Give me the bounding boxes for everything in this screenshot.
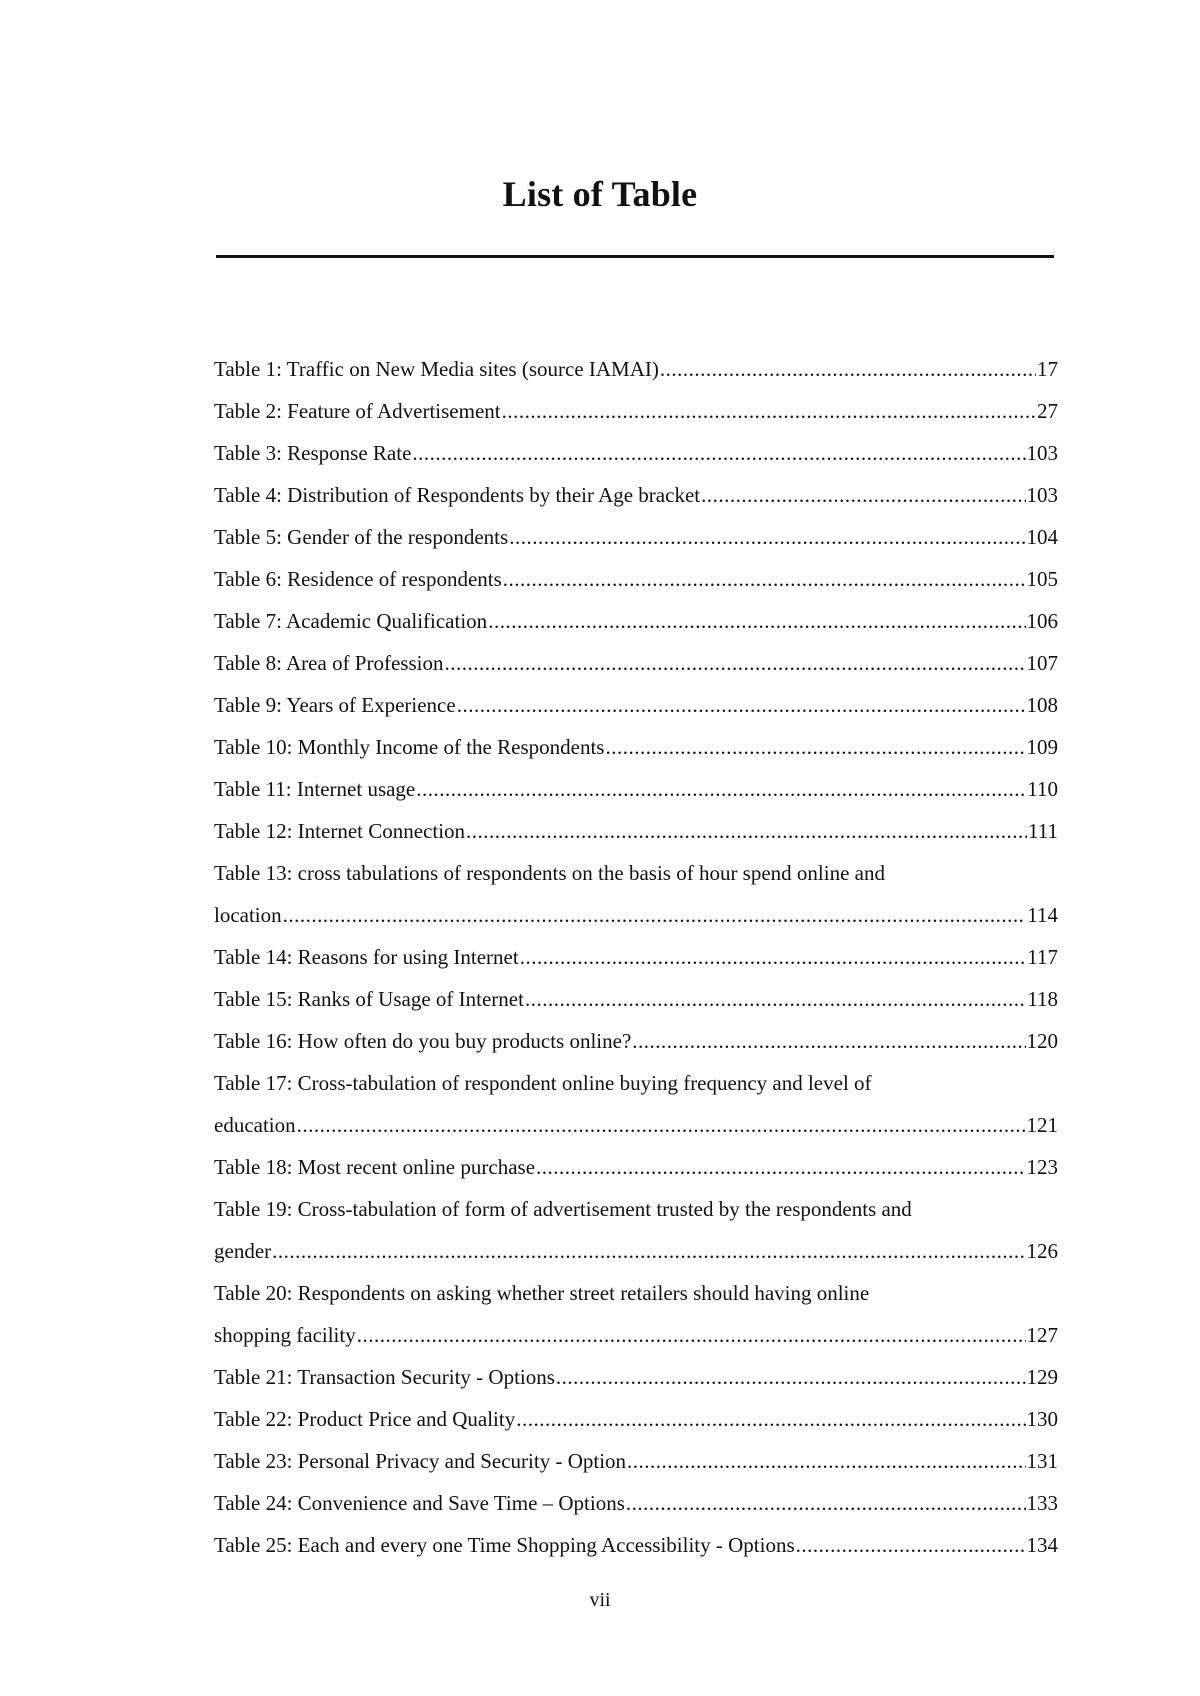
- toc-line: [214, 726, 1058, 768]
- toc-line: [214, 1356, 1058, 1398]
- toc-page-number: 117: [1027, 945, 1058, 969]
- toc-line: [214, 1482, 1058, 1524]
- toc-entry-title: Table 10: Monthly Income of the Respondents: [214, 735, 605, 759]
- dot-leader: [516, 1398, 1025, 1440]
- toc-line: [214, 1062, 1058, 1104]
- toc-line: [214, 432, 1058, 474]
- toc-entry-title: Table 25: Each and every one Time Shopping Accessibility - Options: [214, 1533, 795, 1557]
- dot-leader: [502, 390, 1036, 432]
- toc-page-number: 111: [1028, 819, 1058, 843]
- toc-line: [214, 600, 1058, 642]
- toc-entry-title: education: [214, 1113, 296, 1137]
- toc-page-number: 120: [1026, 1029, 1058, 1053]
- toc-line: [214, 1398, 1058, 1440]
- toc-page-number: 133: [1026, 1491, 1058, 1515]
- toc-entry-title: Table 3: Response Rate: [214, 441, 412, 465]
- toc-page-number: 106: [1026, 609, 1058, 633]
- toc-line: [214, 1314, 1058, 1356]
- toc-page-number: 127: [1026, 1323, 1058, 1347]
- toc-entry-title: shopping facility: [214, 1323, 356, 1347]
- dot-leader: [605, 726, 1025, 768]
- toc-page-number: 126: [1026, 1239, 1058, 1263]
- toc-entry[interactable]: [214, 474, 1058, 516]
- toc-entry[interactable]: [214, 810, 1058, 852]
- page-number: vii: [589, 1589, 611, 1611]
- dot-leader: [627, 1440, 1025, 1482]
- toc-entry-title: Table 22: Product Price and Quality: [214, 1407, 516, 1431]
- toc-line: [214, 642, 1058, 684]
- toc-entry[interactable]: [214, 1482, 1058, 1524]
- toc-entry-title: Table 5: Gender of the respondents: [214, 525, 509, 549]
- toc-line: [214, 978, 1058, 1020]
- dot-leader: [488, 600, 1025, 642]
- toc-line: [214, 1230, 1058, 1272]
- toc-entry-title: Table 17: Cross-tabulation of respondent online buying frequency and level of: [214, 1071, 872, 1095]
- toc-entry-title: Table 16: How often do you buy products online?: [214, 1029, 632, 1053]
- toc-entry-title: Table 11: Internet usage: [214, 777, 416, 801]
- toc-entry-title: Table 19: Cross-tabulation of form of advertisement trusted by the respondents and: [214, 1197, 912, 1221]
- toc-line: [214, 852, 1058, 894]
- toc-entry-title: gender: [214, 1239, 272, 1263]
- dot-leader: [466, 810, 1027, 852]
- dot-leader: [416, 768, 1026, 810]
- dot-leader: [701, 474, 1025, 516]
- toc-entry-title: Table 2: Feature of Advertisement: [214, 399, 501, 423]
- toc-entry[interactable]: [214, 1398, 1058, 1440]
- toc-line: [214, 894, 1058, 936]
- toc-entry[interactable]: [214, 1188, 1058, 1272]
- dot-leader: [520, 936, 1027, 978]
- toc-page-number: 131: [1026, 1449, 1058, 1473]
- toc-entry[interactable]: [214, 1272, 1058, 1356]
- toc-entry[interactable]: [214, 726, 1058, 768]
- table-list: [214, 348, 1058, 1566]
- toc-entry-title: Table 4: Distribution of Respondents by their Age bracket: [214, 483, 701, 507]
- toc-line: [214, 1524, 1058, 1566]
- toc-line: [214, 810, 1058, 852]
- page-title: List of Table: [502, 174, 698, 214]
- toc-entry-title: Table 18: Most recent online purchase: [214, 1155, 536, 1179]
- toc-page-number: 27: [1037, 399, 1058, 423]
- toc-entry[interactable]: [214, 768, 1058, 810]
- toc-page-number: 134: [1026, 1533, 1058, 1557]
- toc-page-number: 107: [1026, 651, 1058, 675]
- dot-leader: [632, 1020, 1025, 1062]
- toc-entry-title: Table 8: Area of Profession: [214, 651, 444, 675]
- toc-entry[interactable]: [214, 390, 1058, 432]
- dot-leader: [796, 1524, 1026, 1566]
- toc-page-number: 121: [1026, 1113, 1058, 1137]
- dot-leader: [503, 558, 1026, 600]
- toc-entry[interactable]: [214, 684, 1058, 726]
- toc-line: [214, 1104, 1058, 1146]
- dot-leader: [525, 978, 1026, 1020]
- dot-leader: [536, 1146, 1025, 1188]
- dot-leader: [412, 432, 1025, 474]
- toc-line: [214, 1146, 1058, 1188]
- dot-leader: [509, 516, 1025, 558]
- toc-entry-title: Table 20: Respondents on asking whether street retailers should having online: [214, 1281, 870, 1305]
- toc-line: [214, 558, 1058, 600]
- toc-entry-title: Table 15: Ranks of Usage of Internet: [214, 987, 524, 1011]
- toc-line: [214, 768, 1058, 810]
- toc-entry-title: Table 9: Years of Experience: [214, 693, 456, 717]
- toc-line: [214, 390, 1058, 432]
- toc-page-number: 118: [1027, 987, 1058, 1011]
- toc-entry-title: Table 13: cross tabulations of respondents on the basis of hour spend online and: [214, 861, 885, 885]
- dot-leader: [444, 642, 1025, 684]
- toc-entry[interactable]: [214, 432, 1058, 474]
- dot-leader: [357, 1314, 1026, 1356]
- toc-entry[interactable]: [214, 348, 1058, 390]
- toc-page-number: 103: [1026, 441, 1058, 465]
- dot-leader: [297, 1104, 1026, 1146]
- toc-page-number: 109: [1026, 735, 1058, 759]
- dot-leader: [556, 1356, 1026, 1398]
- toc-entry-title: Table 6: Residence of respondents: [214, 567, 502, 591]
- toc-entry-title: location: [214, 903, 282, 927]
- dot-leader: [272, 1230, 1025, 1272]
- toc-line: [214, 936, 1058, 978]
- toc-entry-title: Table 7: Academic Qualification: [214, 609, 488, 633]
- toc-entry-title: Table 14: Reasons for using Internet: [214, 945, 519, 969]
- toc-entry[interactable]: [214, 1062, 1058, 1146]
- toc-page-number: 130: [1026, 1407, 1058, 1431]
- dot-leader: [457, 684, 1026, 726]
- toc-page-number: 123: [1026, 1155, 1058, 1179]
- toc-line: [214, 474, 1058, 516]
- toc-entry[interactable]: [214, 642, 1058, 684]
- toc-line: [214, 684, 1058, 726]
- toc-entry-title: Table 1: Traffic on New Media sites (source IAMAI): [214, 357, 659, 381]
- toc-entry[interactable]: [214, 978, 1058, 1020]
- toc-line: [214, 1440, 1058, 1482]
- toc-entry[interactable]: [214, 1146, 1058, 1188]
- toc-entry-title: Table 12: Internet Connection: [214, 819, 466, 843]
- toc-entry-title: Table 24: Convenience and Save Time – Options: [214, 1491, 625, 1515]
- toc-page-number: 105: [1026, 567, 1058, 591]
- toc-page-number: 104: [1026, 525, 1058, 549]
- toc-entry[interactable]: [214, 1524, 1058, 1566]
- toc-line: [214, 1020, 1058, 1062]
- toc-page-number: 110: [1027, 777, 1058, 801]
- toc-line: [214, 516, 1058, 558]
- toc-page-number: 129: [1026, 1365, 1058, 1389]
- toc-entry[interactable]: [214, 1020, 1058, 1062]
- toc-page-number: 108: [1026, 693, 1058, 717]
- toc-line: [214, 348, 1058, 390]
- title-rule: [216, 255, 1054, 258]
- dot-leader: [283, 894, 1027, 936]
- dot-leader: [626, 1482, 1026, 1524]
- toc-entry-title: Table 23: Personal Privacy and Security - Option: [214, 1449, 627, 1473]
- toc-entry[interactable]: [214, 1356, 1058, 1398]
- toc-page-number: 17: [1037, 357, 1058, 381]
- toc-entry[interactable]: [214, 852, 1058, 936]
- toc-entry[interactable]: [214, 558, 1058, 600]
- toc-entry[interactable]: [214, 600, 1058, 642]
- dot-leader: [660, 348, 1036, 390]
- toc-entry[interactable]: [214, 516, 1058, 558]
- toc-line: [214, 1272, 1058, 1314]
- toc-page-number: 103: [1026, 483, 1058, 507]
- toc-line: [214, 1188, 1058, 1230]
- toc-entry[interactable]: [214, 1440, 1058, 1482]
- toc-entry[interactable]: [214, 936, 1058, 978]
- toc-page-number: 114: [1027, 903, 1058, 927]
- toc-entry-title: Table 21: Transaction Security - Options: [214, 1365, 555, 1389]
